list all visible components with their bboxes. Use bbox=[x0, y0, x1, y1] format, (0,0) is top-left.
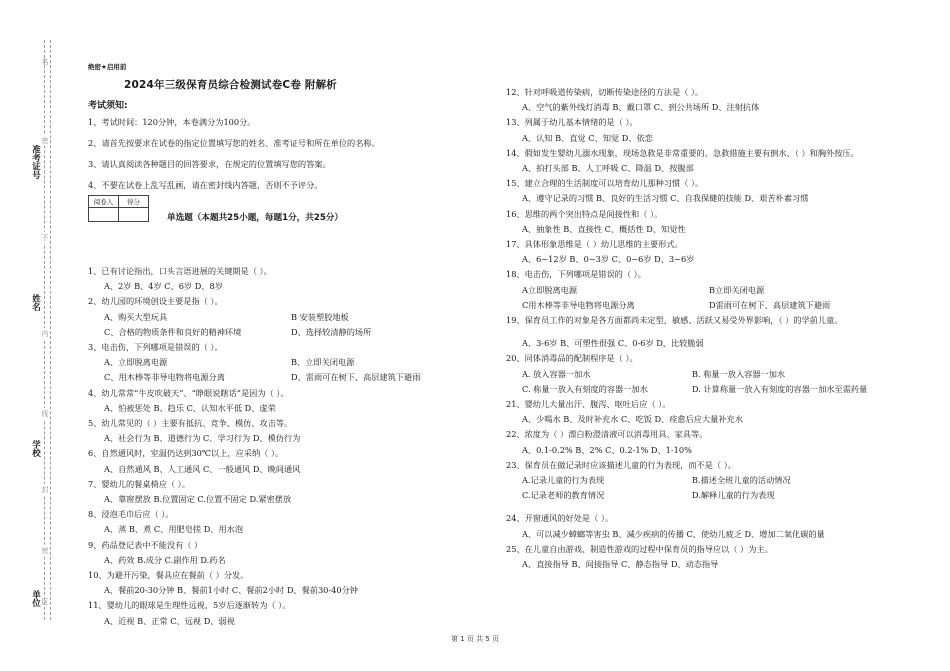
score-header: 得分 bbox=[119, 196, 149, 208]
fold-word-6: 密 bbox=[41, 547, 49, 554]
question-options: A、6~12岁 B、0~3岁 C、0~6岁 D、3~6岁 bbox=[522, 254, 695, 265]
secret-mark: 绝密★启用前 bbox=[88, 63, 127, 71]
question-options: A、直接指导 B、间接指导 C、静态指导 D、动态指导 bbox=[522, 559, 719, 570]
fold-word-2: 不 bbox=[41, 234, 49, 241]
option-a: A.记录儿童的行为表现 bbox=[522, 475, 605, 486]
option-b: B. 称量一放入容器一加水 bbox=[692, 368, 786, 379]
notice-item: 2、请首先按要求在试卷的指定位置填写您的姓名、准考证号和所在单位的名称。 bbox=[88, 138, 380, 148]
question-options: A、3-6岁 B、可塑性很强 C、0-6岁 D、比较脆弱 bbox=[522, 338, 704, 349]
spacer bbox=[506, 503, 921, 511]
question-stem: 3、电击伤，下列哪项是错误的（ ）。 bbox=[88, 342, 223, 353]
admission-number-label: 准考证号 bbox=[30, 145, 41, 179]
side-sub-bottom: 区 bbox=[41, 598, 49, 605]
binding-margin bbox=[0, 0, 58, 671]
question-stem: 24、开窗通风的好处是（ ）。 bbox=[506, 513, 614, 524]
question-stem: 7、婴幼儿的餐桌椅应（ ）。 bbox=[88, 478, 190, 489]
question-options: A、近视 B、正常 C、远视 D、弱视 bbox=[104, 615, 235, 626]
question-options bbox=[88, 355, 488, 385]
name-label: 姓名 bbox=[30, 294, 41, 311]
option-d: D、雷雨可在树下、高层建筑下避雨 bbox=[291, 372, 421, 383]
question-options: A、0.1-0.2% B、2% C、0.2-1% D、1-10% bbox=[522, 444, 692, 455]
question-stem: 10、为避开污染，餐具应在餐前（ ）分发。 bbox=[88, 570, 249, 581]
question-options bbox=[88, 310, 488, 340]
notice-item: 4、不要在试卷上乱写乱画，请在密封线内答题，否则不予评分。 bbox=[88, 180, 323, 190]
fold-word-1: 密 bbox=[41, 137, 49, 144]
question-options: A、靠窗摆放 B.位置固定 C.位置不固定 D.紧密摆放 bbox=[104, 494, 292, 505]
option-c: C、用木棒等非导电物将电源分离 bbox=[104, 372, 225, 383]
fold-word-3: 内 bbox=[41, 330, 49, 337]
option-d: D、选择较清静的场所 bbox=[291, 326, 372, 337]
page-title: 2024年三级保育员综合检测试卷C卷 附解析 bbox=[124, 79, 337, 91]
section-heading: 单选题（本题共25小题，每题1分，共25分） bbox=[167, 213, 343, 223]
option-b: B.描述全班儿童的活动情况 bbox=[692, 475, 791, 486]
question-options bbox=[506, 473, 921, 503]
question-stem: 19、保育员工作的对象是各方面都尚未定型，敏感、活跃又易受外界影响，（ ）的学前儿童。 bbox=[506, 315, 843, 326]
question-stem: 9、药品登记表中不能没有（ ） bbox=[88, 539, 203, 550]
option-a: A. 放入容器一加水 bbox=[522, 368, 591, 379]
option-c: C用木棒等非导电物将电源分离 bbox=[522, 299, 635, 310]
notice-item: 1、考试时间：120分钟，本卷满分为100分。 bbox=[88, 117, 256, 127]
grader-table bbox=[88, 195, 149, 222]
question-options: A、抽象性 B、直接性 C、概括性 D、知觉性 bbox=[522, 223, 686, 234]
question-options: A、空气的紫外线灯消毒 B、戴口罩 C、到公共场所 D、注射抗体 bbox=[522, 102, 760, 113]
score-cell[interactable] bbox=[119, 208, 149, 222]
question-options: A、认知 B、直觉 C、知觉 D、依恋 bbox=[522, 132, 653, 143]
question-options: A、少喝水 B、及时补充水 C、吃饭 D、痊愈后应大量补充水 bbox=[522, 414, 743, 425]
unit-label: 单位 bbox=[30, 590, 41, 607]
option-c: C. 称量一放入有刻度的容器一加水 bbox=[522, 383, 648, 394]
question-stem: 2、幼儿园的环境创设主要是指（ ）。 bbox=[88, 296, 223, 307]
question-stem: 18、电击伤，下列哪项是错误的（ ）。 bbox=[506, 269, 646, 280]
fold-word-4: 线 bbox=[41, 410, 49, 417]
question-stem: 8、浸泡毛巾后应（ ）。 bbox=[88, 509, 174, 520]
question-stem: 21、婴幼儿大量出汗、腹泻、呕吐后应（ ）。 bbox=[506, 399, 671, 410]
option-a: A、立即脱离电源 bbox=[104, 357, 168, 368]
question-options: A、餐前20-30分钟 B、餐前1小时 C、餐前2小时 D、餐前30-40分钟 bbox=[104, 585, 358, 596]
question-options: A、蒸 B、煮 C、用肥皂搓 D、用水泡 bbox=[104, 524, 244, 535]
question-stem: 25、在儿童自由游戏、制造性游戏的过程中保育员的指导应以（ ）为主。 bbox=[506, 543, 773, 554]
option-b: B、立即关闭电源 bbox=[291, 357, 355, 368]
question-stem: 1、已有讨论指出，口头言语进展的关键期是（ ）。 bbox=[88, 266, 272, 276]
option-a: A立即脱离电源 bbox=[522, 284, 578, 295]
question-stem: 16、思维的两个突出特点是间接性和（ ）。 bbox=[506, 208, 663, 219]
question-stem: 23、保育员在做记录时应该描述儿童的行为表现，而不是（ ）。 bbox=[506, 459, 736, 470]
question-options: A、社会行为 B、道德行为 C、学习行为 D、模仿行为 bbox=[104, 433, 301, 444]
question-options bbox=[506, 367, 921, 397]
question-options: A、遵守记录的习惯 B、良好的生活习惯 C、自我保健的技能 D、艰苦朴素习惯 bbox=[522, 193, 809, 204]
question-options: A、药效 B.成分 C.副作用 D.药名 bbox=[104, 554, 226, 565]
question-stem: 6、自然通风时，室温仍达到30℃以上，应采纳（ ）。 bbox=[88, 448, 284, 459]
option-d: D雷雨可在树下、高层建筑下避雨 bbox=[709, 299, 831, 310]
question-options: A、自然通风 B、人工通风 C、一般通风 D、晚间通风 bbox=[104, 463, 301, 474]
question-options: A、2岁 B、4岁 C、6岁 D、8岁 bbox=[104, 281, 223, 292]
question-stem: 15、建立合理的生活制度可以培育幼儿那种习惯（ ）。 bbox=[506, 178, 704, 189]
notice-list bbox=[88, 116, 488, 200]
grader-cell[interactable] bbox=[89, 208, 119, 222]
page-footer: 第 1 页 共 5 页 bbox=[450, 635, 500, 643]
question-options: A、可以减少蟑螂等害虫 B、减少疾病的传播 C、使幼儿疲乏 D、增加二氧化碳的量 bbox=[522, 528, 825, 539]
questions-right-column bbox=[506, 85, 921, 572]
seal-line-inner bbox=[50, 40, 51, 620]
question-stem: 17、具体形象思维是（ ）幼儿思维的主要形式。 bbox=[506, 239, 683, 250]
option-b: B 安装塑胶地板 bbox=[291, 311, 349, 322]
option-b: B立即关闭电源 bbox=[709, 284, 765, 295]
question-stem: 13、列属于幼儿基本情绪的是（ ）。 bbox=[506, 117, 638, 128]
question-options bbox=[506, 283, 921, 313]
school-label: 学校 bbox=[30, 440, 41, 457]
question-stem: 5、幼儿常见的（ ）主要有抵抗、竞争、模仿、攻击等。 bbox=[88, 418, 293, 429]
question-stem: 11、婴幼儿的眼球是生理性远视，5岁后逐渐转为（ ）。 bbox=[88, 600, 291, 611]
question-options: A、怕被惩处 B、趋乐 C、认知水平低 D、虚荣 bbox=[104, 402, 276, 413]
fold-word-5: 封 bbox=[41, 486, 49, 493]
question-stem: 4、幼儿常常“牛皮吹破天”、“睁眼说瞎话”是因为（ ）。 bbox=[88, 387, 289, 398]
option-d: D.解释儿童的行为表现 bbox=[692, 490, 775, 501]
option-a: A、购买大型玩具 bbox=[104, 311, 168, 322]
question-stem: 12、针对呼吸道传染病，切断传染途径的方法是（ ）。 bbox=[506, 87, 704, 97]
side-sub-top: 名 bbox=[41, 58, 49, 65]
option-c: C.记录老师的教育情况 bbox=[522, 490, 605, 501]
notice-item: 3、请认真阅读各种题目的回答要求，在规定的位置填写您的答案。 bbox=[88, 159, 331, 169]
question-stem: 20、同体消毒品的配制程序是（ ）。 bbox=[506, 353, 638, 364]
question-stem: 14、假如发生婴幼儿溺水现象，现场急救是非常重要的。急救措施主要有倒水、（ ）和胸外按压。 bbox=[506, 147, 859, 158]
option-d: D. 计算称量一放入有刻度的容器一加水至需药量 bbox=[692, 383, 868, 394]
question-stem: 22、浓度为（ ）漂白粉澄清液可以消毒用具、家具等。 bbox=[506, 429, 708, 440]
option-c: C、合格的物质条件和良好的精神环境 bbox=[104, 326, 242, 337]
question-options: A、拍打头部 B、人工呼吸 C、降温 D、按腹部 bbox=[522, 163, 694, 174]
notice-heading: 考试须知: bbox=[88, 101, 128, 111]
questions-left-column bbox=[88, 264, 488, 629]
spacer bbox=[506, 328, 921, 336]
grader-header: 阅卷人 bbox=[89, 196, 119, 208]
